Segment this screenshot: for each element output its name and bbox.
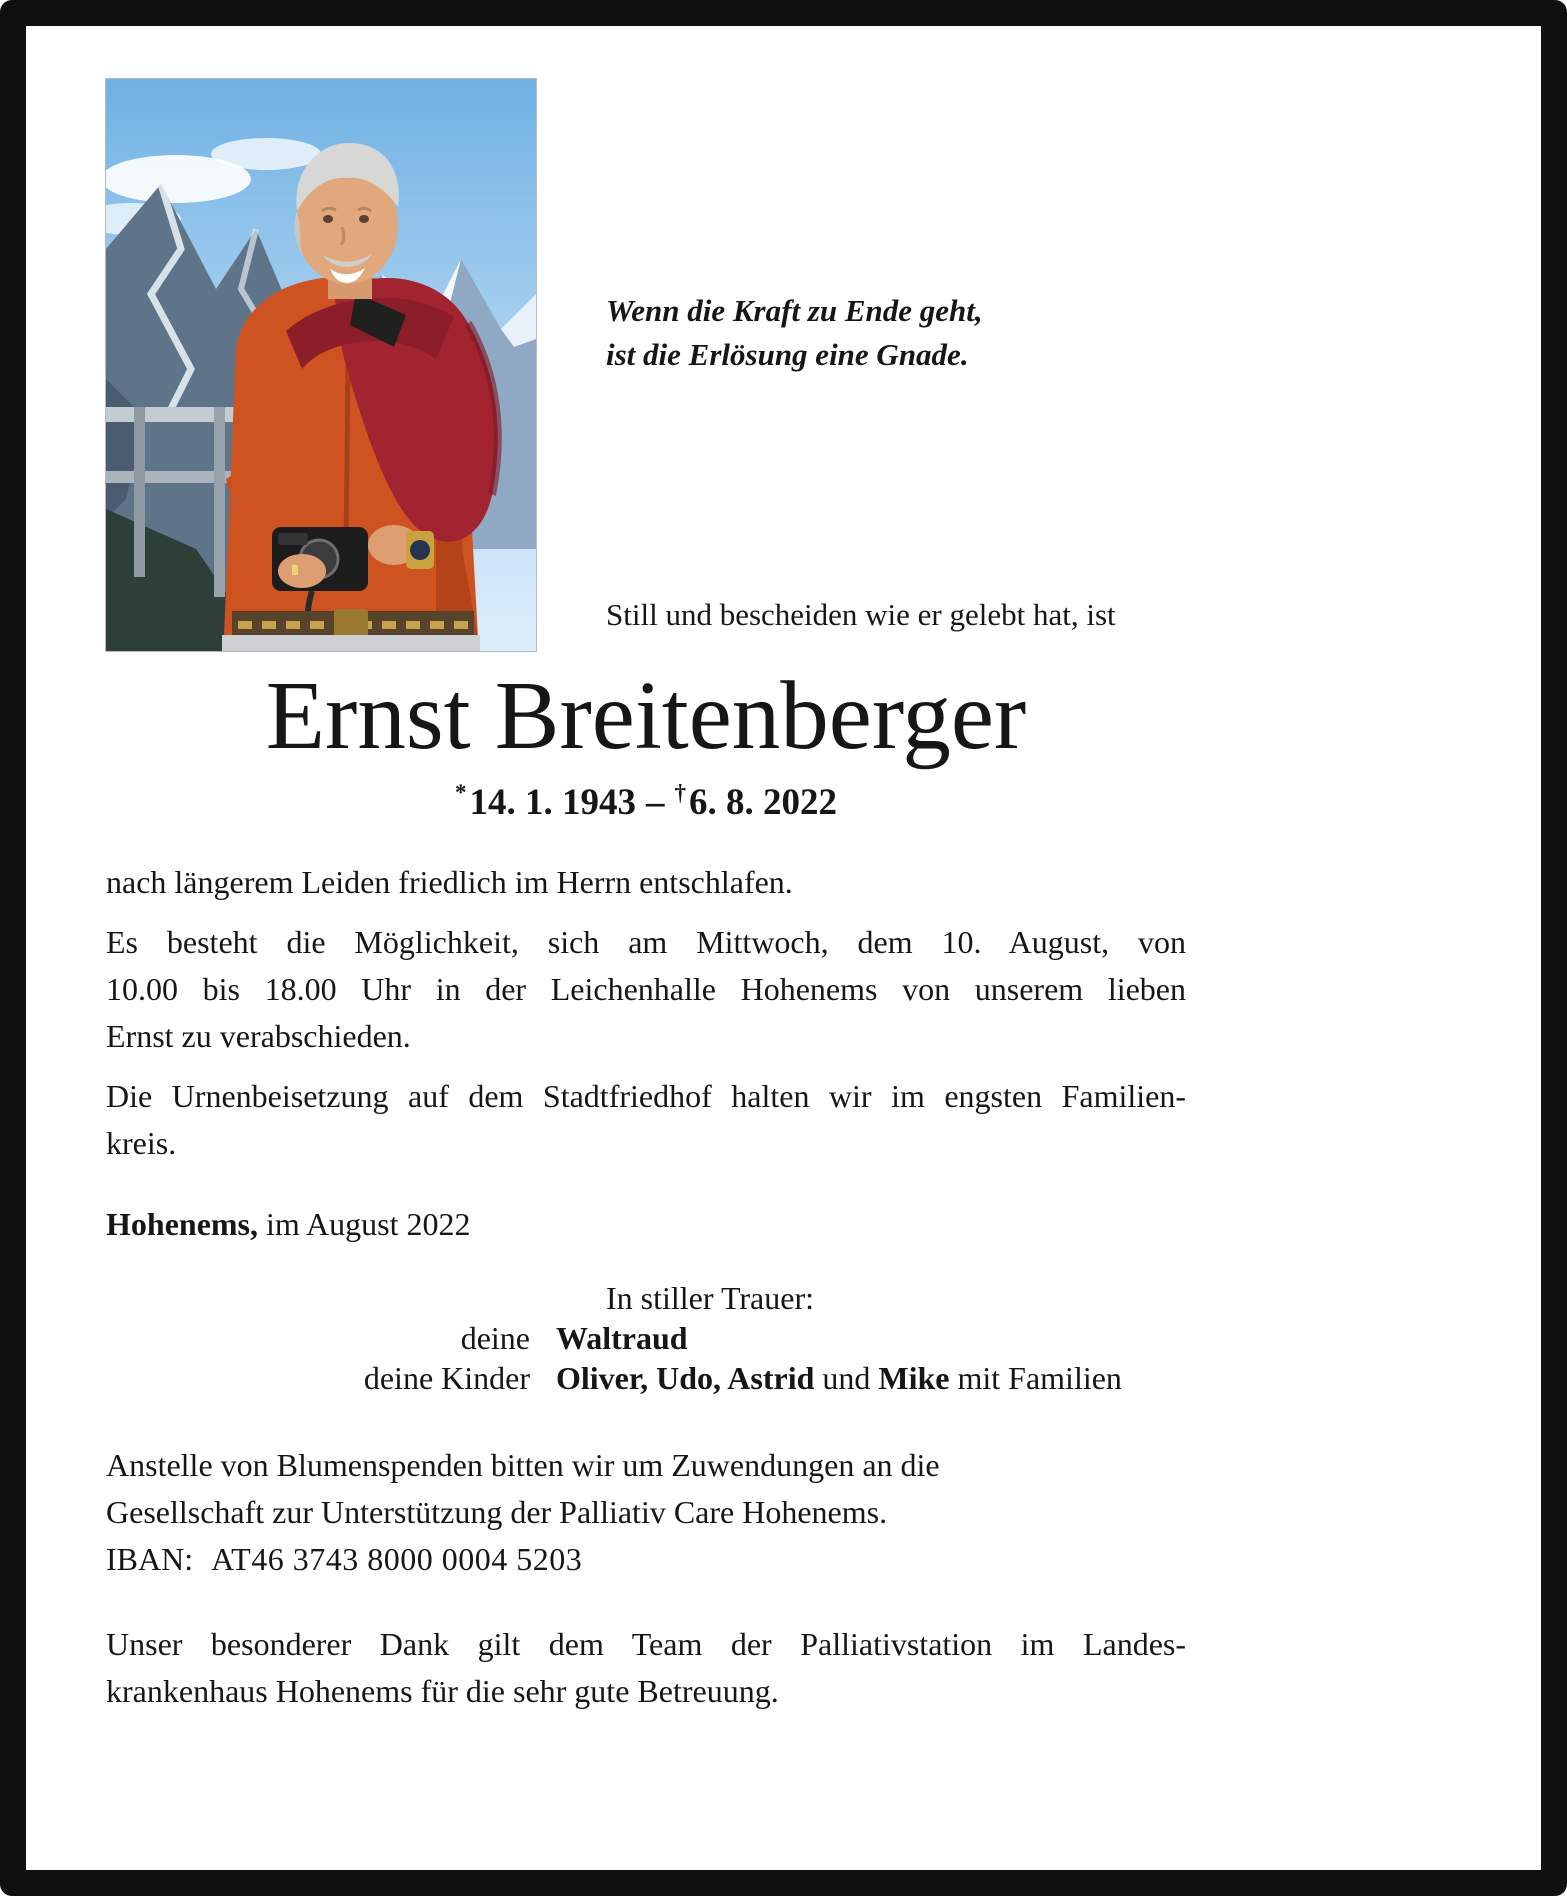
life-dates: [106, 769, 1186, 827]
families-suffix: mit Familien: [957, 1359, 1122, 1396]
death-date: 6. 8. 2022: [689, 781, 837, 823]
text-line: Ernst zu verabschieden.: [106, 1017, 411, 1054]
thanks-section: [106, 1621, 1186, 1715]
text-line: Die Urnenbeisetzung auf dem Stadtfriedhof halten wir im engsten Familien-: [106, 1077, 1186, 1114]
mourning-names: [556, 1318, 1186, 1358]
mourning-row-wife: [106, 1318, 1186, 1358]
mourning-label: deine: [460, 1319, 530, 1356]
iban-value: AT46 3743 8000 0004 5203: [211, 1540, 583, 1577]
text-line: Unser besonderer Dank gilt dem Team der Palliativstation im Landes-: [106, 1625, 1186, 1662]
farewell-paragraph: [106, 919, 1186, 1060]
portrait-photo: [106, 79, 536, 651]
donation-section: [106, 1442, 1186, 1583]
text-line: Gesellschaft zur Unterstützung der Palliativ Care Hohenems.: [106, 1493, 888, 1530]
iban-label: IBAN:: [106, 1540, 194, 1577]
dates-separator: –: [646, 781, 665, 823]
deceased-name: Ernst Breitenberger: [265, 662, 1027, 769]
text-line: Anstelle von Blumenspenden bitten wir um Zuwendungen an die: [106, 1446, 940, 1483]
children-names: Oliver, Udo, Astrid: [556, 1359, 815, 1396]
intro-line: Still und bescheiden wie er gelebt hat, ist: [606, 597, 1116, 632]
mourning-title: In stiller Trauer:: [606, 1279, 814, 1316]
mourning-label: deine Kinder: [363, 1359, 530, 1396]
epigraph-line-2: ist die Erlösung eine Gnade.: [606, 337, 969, 373]
header-section: [106, 79, 1186, 651]
text-line: kreis.: [106, 1124, 177, 1161]
child-name: Mike: [878, 1359, 950, 1396]
birth-date: 14. 1. 1943: [469, 781, 636, 823]
date: im August 2022: [266, 1205, 471, 1242]
mourning-section: [106, 1278, 1186, 1398]
death-symbol: †: [674, 779, 686, 805]
obituary-content: [106, 79, 1186, 1715]
place: Hohenems,: [106, 1205, 258, 1242]
iban-line: [106, 1536, 1186, 1583]
birth-symbol: *: [455, 779, 467, 805]
text-line: 10.00 bis 18.00 Uhr in der Leichenhalle Hohenems von unserem lieben: [106, 970, 1186, 1007]
epigraph: [606, 289, 983, 377]
text-line: Es besteht die Möglichkeit, sich am Mittwoch, dem 10. August, von: [106, 923, 1186, 960]
place-date-line: [106, 1201, 1186, 1248]
mourning-names: [556, 1358, 1186, 1398]
burial-paragraph: [106, 1073, 1186, 1167]
epigraph-line-1: Wenn die Kraft zu Ende geht,: [606, 293, 983, 328]
announcement-line: nach längerem Leiden friedlich im Herrn entschlafen.: [106, 863, 793, 900]
mourning-row-children: [106, 1358, 1186, 1398]
wife-name: Waltraud: [556, 1319, 688, 1356]
conjunction: und: [822, 1359, 871, 1396]
text-line: krankenhaus Hohenems für die sehr gute Betreuung.: [106, 1672, 779, 1709]
